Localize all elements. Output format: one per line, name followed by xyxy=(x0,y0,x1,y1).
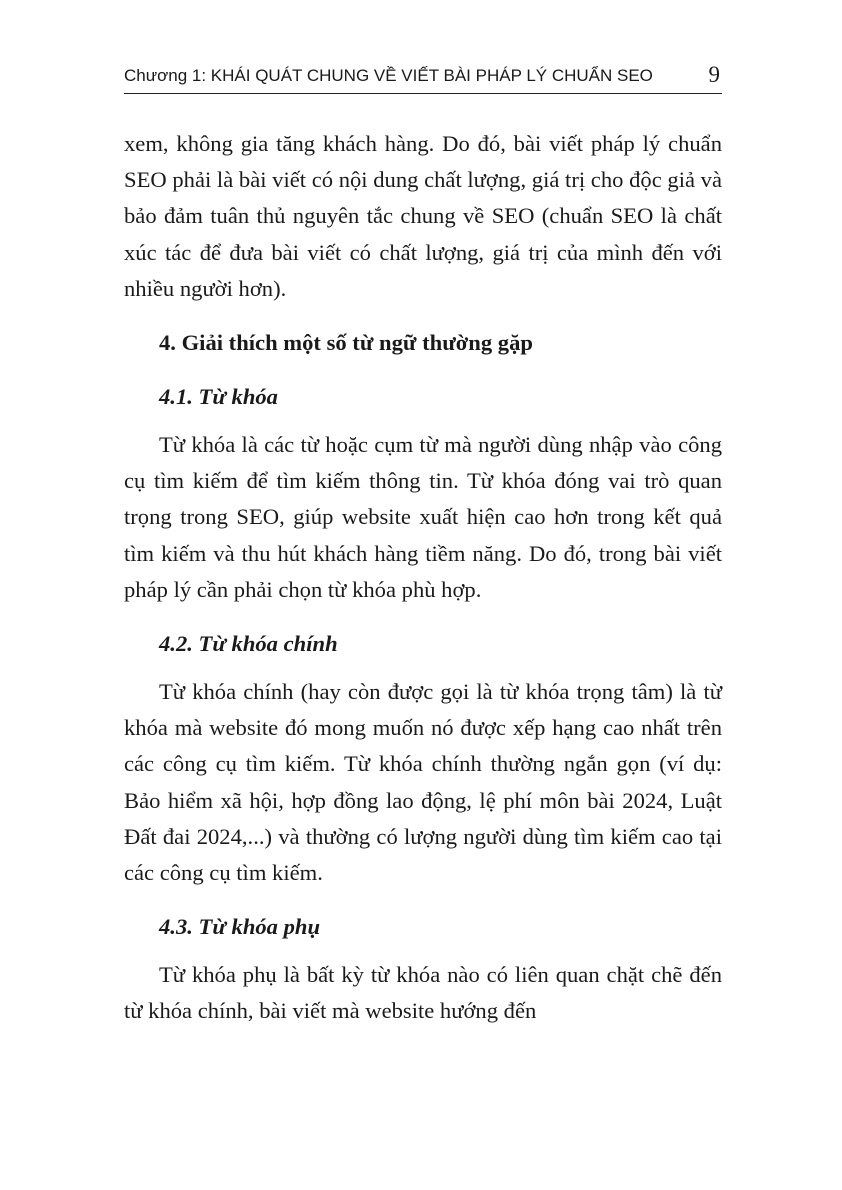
section-4-1-paragraph: Từ khóa là các từ hoặc cụm từ mà người dùng nhập vào công cụ tìm kiếm để tìm kiếm thông tin. Từ khóa đóng vai trò quan trọng trong SEO, giúp website xuất hiện cao hơn trong kết quả tìm kiếm và thu hút khách hàng tiềm năng. Do đó, trong bài viết pháp lý cần phải chọn từ khóa phù hợp. xyxy=(124,432,722,602)
page-body xyxy=(124,126,722,1030)
section-4-3-paragraph: Từ khóa phụ là bất kỳ từ khóa nào có liên quan chặt chẽ đến từ khóa chính, bài viết mà website hướng đến xyxy=(124,962,722,1024)
section-4-heading: 4. Giải thích một số từ ngữ thường gặp xyxy=(159,330,533,356)
page-number: 9 xyxy=(708,62,720,87)
section-4-2-paragraph: Từ khóa chính (hay còn được gọi là từ khóa trọng tâm) là từ khóa mà website đó mong muốn nó được xếp hạng cao nhất trên các công cụ tìm kiếm. Từ khóa chính thường ngắn gọn (ví dụ: Bảo hiểm xã hội, hợp đồng lao động, lệ phí môn bài 2024, Luật Đất đai 2024,...) và thường có lượng người dùng tìm kiếm cao tại các công cụ tìm kiếm. xyxy=(124,679,722,886)
section-4-3-heading: 4.3. Từ khóa phụ xyxy=(159,914,321,940)
chapter-title: Chương 1: KHÁI QUÁT CHUNG VỀ VIẾT BÀI PHÁP LÝ CHUẨN SEO xyxy=(124,66,653,85)
running-header xyxy=(124,62,722,94)
intro-paragraph: xem, không gia tăng khách hàng. Do đó, bài viết pháp lý chuẩn SEO phải là bài viết có nội dung chất lượng, giá trị cho độc giả và bảo đảm tuân thủ nguyên tắc chung về SEO (chuẩn SEO là chất xúc tác để đưa bài viết có chất lượng, giá trị của mình đến với nhiều người hơn). xyxy=(124,131,722,301)
section-4-2-heading: 4.2. Từ khóa chính xyxy=(159,631,338,657)
section-4-1-heading: 4.1. Từ khóa xyxy=(159,384,278,410)
